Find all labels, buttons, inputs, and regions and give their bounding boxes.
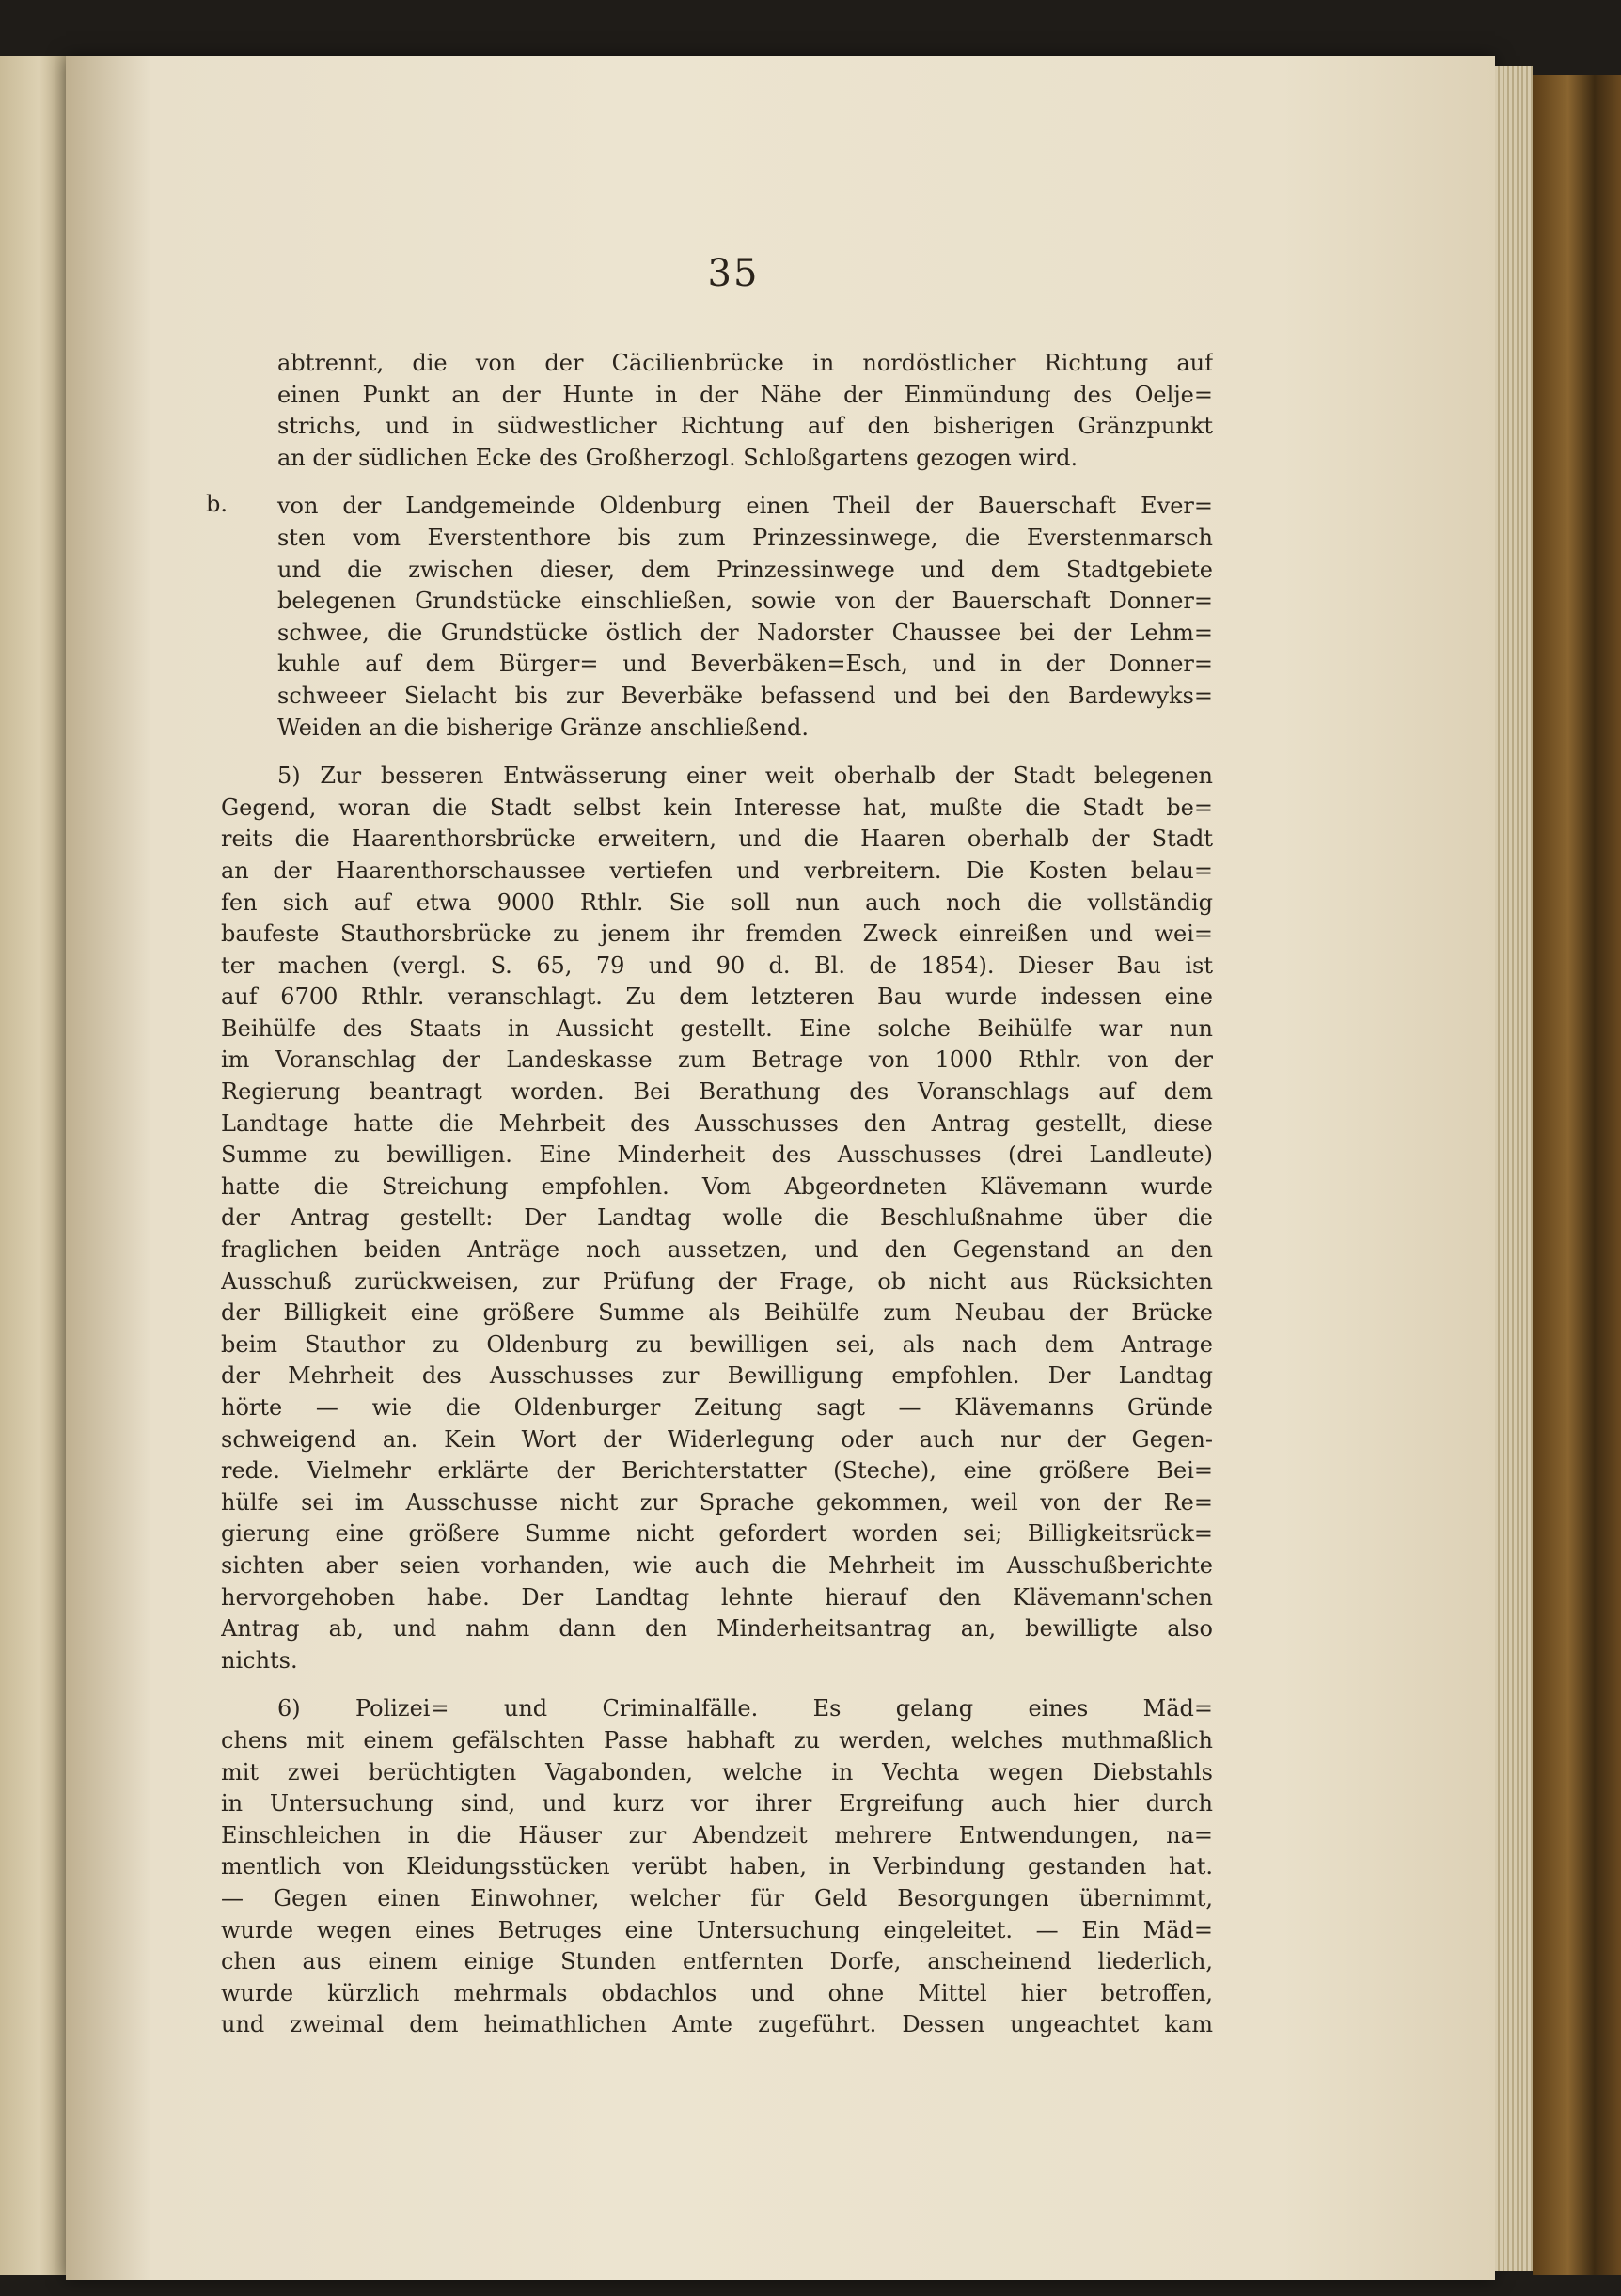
text-line: fraglichen beiden Anträge noch aussetzen, und den Gegenstand an den bbox=[221, 1236, 1213, 1264]
text-line: 5) Zur besseren Entwässerung einer weit oberhalb der Stadt belegenen bbox=[277, 763, 1213, 790]
text-line: wurde kürzlich mehrmals obdachlos und ohne Mittel hier betroffen, bbox=[221, 1979, 1213, 2006]
text-line: schweigend an. Kein Wort der Widerlegung oder auch nur der Gegen- bbox=[221, 1425, 1213, 1453]
text-line: rede. Vielmehr erklärte der Berichterstatter (Steche), eine größere Bei= bbox=[221, 1457, 1213, 1485]
left-page-edge bbox=[0, 56, 66, 2275]
text-line: Weiden an die bisherige Gränze anschließend. bbox=[277, 714, 809, 741]
text-line: schwee, die Grundstücke östlich der Nadorster Chaussee bei der Lehm= bbox=[277, 619, 1213, 646]
text-line: hervorgehoben habe. Der Landtag lehnte hierauf den Klävemann'schen bbox=[221, 1583, 1213, 1611]
text-line: im Voranschlag der Landeskasse zum Betrage von 1000 Rthlr. von der bbox=[221, 1046, 1213, 1074]
text-line: an der südlichen Ecke des Großherzogl. Schloßgartens gezogen wird. bbox=[277, 444, 1078, 471]
text-line: gierung eine größere Summe nicht gefordert worden sei; Billigkeitsrück= bbox=[221, 1520, 1213, 1548]
text-block-section-5 bbox=[221, 761, 1213, 1676]
text-line: der Mehrheit des Ausschusses zur Bewilligung empfohlen. Der Landtag bbox=[221, 1362, 1213, 1390]
paragraph-gap bbox=[221, 1676, 1213, 1693]
text-line: kuhle auf dem Bürger= und Beverbäken=Esch, und in der Donner= bbox=[277, 651, 1213, 678]
text-line: abtrennt, die von der Cäcilienbrücke in nordöstlicher Richtung auf bbox=[277, 350, 1213, 376]
text-line: fen sich auf etwa 9000 Rthlr. Sie soll nun auch noch die vollständig bbox=[221, 889, 1213, 916]
text-line: strichs, und in südwestlicher Richtung auf den bisherigen Gränzpunkt bbox=[277, 413, 1213, 440]
text-line: Einschleichen in die Häuser zur Abendzeit mehrere Entwendungen, na= bbox=[221, 1821, 1213, 1848]
text-line: schweeer Sielacht bis zur Beverbäke befassend und bei den Bardewyks= bbox=[277, 682, 1213, 709]
text-line: Summe zu bewilligen. Eine Minderheit des Ausschusses (drei Landleute) bbox=[221, 1141, 1213, 1169]
text-line: ter machen (vergl. S. 65, 79 und 90 d. Bl. de 1854). Dieser Bau ist bbox=[221, 951, 1213, 979]
text-line: belegenen Grundstücke einschließen, sowie von der Bauerschaft Donner= bbox=[277, 588, 1213, 615]
text-line: an der Haarenthorschaussee vertiefen und verbreitern. Die Kosten belau= bbox=[221, 857, 1213, 884]
text-line: auf 6700 Rthlr. veranschlagt. Zu dem letzteren Bau wurde indessen eine bbox=[221, 983, 1213, 1011]
text-line: sten vom Everstenthore bis zum Prinzessinwege, die Everstenmarsch bbox=[277, 524, 1213, 551]
text-line: 6) Polizei= und Criminalfälle. Es gelang eines Mäd= bbox=[277, 1695, 1213, 1722]
text-line: chen aus einem einige Stunden entfernten Dorfe, anscheinend liederlich, bbox=[221, 1948, 1213, 1975]
text-line: Regierung beantragt worden. Bei Berathung des Voranschlags auf dem bbox=[221, 1078, 1213, 1106]
text-line: hörte — wie die Oldenburger Zeitung sagt — Klävemanns Gründe bbox=[221, 1394, 1213, 1421]
text-line: nichts. bbox=[221, 1646, 298, 1674]
text-line: chens mit einem gefälschten Passe habhaft zu werden, welches muthmaßlich bbox=[221, 1726, 1213, 1753]
list-marker: b. bbox=[206, 491, 228, 518]
text-line: reits die Haarenthorsbrücke erweitern, und die Haaren oberhalb der Stadt bbox=[221, 826, 1213, 853]
text-line: — Gegen einen Einwohner, welcher für Geld Besorgungen übernimmt, bbox=[221, 1884, 1213, 1911]
text-line: in Untersuchung sind, und kurz vor ihrer Ergreifung auch hier durch bbox=[221, 1790, 1213, 1817]
text-block-a-continuation bbox=[221, 348, 1213, 474]
text-line: Landtage hatte die Mehrbeit des Ausschusses den Antrag gestellt, diese bbox=[221, 1109, 1213, 1137]
text-line: baufeste Stauthorsbrücke zu jenem ihr fremden Zweck einreißen und wei= bbox=[221, 920, 1213, 948]
paragraph-gap bbox=[221, 744, 1213, 761]
text-line: sichten aber seien vorhanden, wie auch die Mehrheit im Ausschußberichte bbox=[221, 1551, 1213, 1579]
text-line: mit zwei berüchtigten Vagabonden, welche in Vechta wegen Diebstahls bbox=[221, 1758, 1213, 1785]
marbled-cover bbox=[1533, 75, 1621, 2275]
text-block-section-6 bbox=[221, 1693, 1213, 2041]
text-line: Beihülfe des Staats in Aussicht gestellt. Eine solche Beihülfe war nun bbox=[221, 1014, 1213, 1042]
text-block-b-item bbox=[206, 491, 1213, 744]
text-line: Antrag ab, und nahm dann den Minderheitsantrag an, bewilligte also bbox=[221, 1615, 1213, 1643]
text-line: beim Stauthor zu Oldenburg zu bewilligen sei, als nach dem Antrage bbox=[221, 1330, 1213, 1358]
text-line: einen Punkt an der Hunte in der Nähe der Einmündung des Oelje= bbox=[277, 381, 1213, 408]
body-text bbox=[206, 348, 1213, 2041]
text-line: Gegend, woran die Stadt selbst kein Interesse hat, mußte die Stadt be= bbox=[221, 794, 1213, 821]
text-line: der Antrag gestellt: Der Landtag wolle die Beschlußnahme über die bbox=[221, 1204, 1213, 1232]
text-line: der Billigkeit eine größere Summe als Beihülfe zum Neubau der Brücke bbox=[221, 1299, 1213, 1327]
text-line: und zweimal dem heimathlichen Amte zugeführt. Dessen ungeachtet kam bbox=[221, 2011, 1213, 2038]
text-line: Ausschuß zurückweisen, zur Prüfung der Frage, ob nicht aus Rücksichten bbox=[221, 1267, 1213, 1295]
text-line: wurde wegen eines Betruges eine Untersuchung eingeleitet. — Ein Mäd= bbox=[221, 1916, 1213, 1943]
text-line: hatte die Streichung empfohlen. Vom Abgeordneten Klävemann wurde bbox=[221, 1172, 1213, 1200]
text-line: hülfe sei im Ausschusse nicht zur Sprache gekommen, weil von der Re= bbox=[221, 1488, 1213, 1516]
paragraph-gap bbox=[221, 474, 1213, 491]
text-line: und die zwischen dieser, dem Prinzessinwege und dem Stadtgebiete bbox=[277, 556, 1213, 583]
text-line: mentlich von Kleidungsstücken verübt haben, in Verbindung gestanden hat. bbox=[221, 1853, 1213, 1880]
page-number: 35 bbox=[707, 252, 760, 295]
text-line: von der Landgemeinde Oldenburg einen Theil der Bauerschaft Ever= bbox=[277, 493, 1213, 520]
page-stack-edges bbox=[1495, 66, 1533, 2271]
